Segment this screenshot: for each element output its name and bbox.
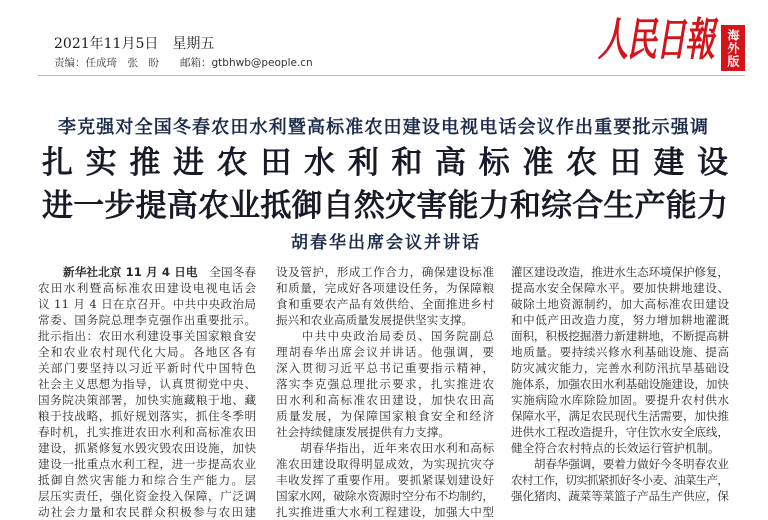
article-line-text: 防灾减灾能力，完善水利防汛抗旱基础设 — [511, 361, 730, 375]
article-line-text: 抵御自然灾害能力和综合生产能力。层 — [38, 473, 258, 487]
article-text-line — [38, 488, 256, 504]
article-line-text: 面积，积极挖掘潜力新建耕地，不断提高耕 — [511, 329, 729, 343]
article-text-line — [511, 456, 729, 472]
article-line-text: 粮于技战略，抓好规划落实，抓住冬季明 — [38, 409, 257, 423]
subheadline-text: 胡春华出席会议并讲话 — [291, 233, 481, 253]
article-text-line — [276, 344, 494, 360]
article-line-text: 胡春华强调，要着力做好今冬明春农业 — [511, 457, 729, 471]
article-text-line — [38, 392, 256, 408]
article-line-text: 提高水安全保障水平。要加快耕地建设、 — [511, 281, 730, 295]
article-text-line — [38, 328, 256, 344]
subheadline — [291, 233, 479, 253]
article-text-line — [38, 472, 256, 488]
issue-date: 2021年11月5日 星期五 — [54, 36, 215, 52]
article-line-text: 破除土地资源制约，加大高标准农田建设 — [511, 297, 730, 311]
lead-line-text — [63, 265, 256, 279]
article-text-line — [38, 424, 256, 440]
article-line-text: 质量发展，为保障国家粮食安全和经济 — [276, 409, 496, 423]
article-text-line — [511, 264, 729, 280]
article-line-text: 地质量。要持续兴修水利基础设施、提高 — [511, 345, 730, 359]
article-text-line — [276, 296, 494, 312]
article-text-line — [276, 504, 494, 520]
article-text-line — [38, 504, 256, 520]
article-text-line — [276, 376, 494, 392]
article-text-line — [38, 344, 256, 360]
article-text-line — [276, 360, 494, 376]
newspaper-logo — [598, 14, 718, 69]
article-line-text: 中共中央政治局委员、国务院副总 — [276, 329, 496, 343]
article-text-line — [276, 392, 494, 408]
article-line-text: 建设，抓紧修复水毁灾毁农田设施，加快 — [38, 441, 257, 455]
article-line-text: 动社会力量和农民群众积极参与农田建 — [38, 505, 258, 519]
article-text-line — [38, 456, 256, 472]
article-line-text: 国家水网，破除水资源时空分布不均制约， — [276, 489, 494, 503]
article-text-line — [511, 392, 729, 408]
article-text-line — [276, 488, 494, 504]
article-line-text: 农田水利暨高标准农田建设电视电话会 — [38, 281, 258, 295]
article-line-text: 灌区建设改造，推进水生态环境保护修复， — [511, 265, 729, 279]
article-line-text: 和质量，完成好各项建设任务，为保障粮 — [276, 281, 495, 295]
article-line-text: 振兴和农业高质量发展提供坚实支撑。 — [276, 313, 474, 327]
headline-line-1 — [42, 145, 741, 181]
article-text-line — [511, 472, 729, 488]
article-text-line — [38, 312, 256, 328]
article-line-text: 落实李克强总理批示要求，扎实推进农 — [276, 377, 496, 391]
article-text-line — [38, 408, 256, 424]
article-line-text: 扎实推进重大水利工程建设，加强大中型 — [276, 505, 495, 519]
article-line-text: 社会主义思想为指导，认真贯彻党中央、 — [38, 377, 257, 391]
article-text-line — [38, 440, 256, 456]
article-line-text: 春时机，扎实推进农田水利和高标准农田 — [38, 425, 257, 439]
article-text-line — [276, 440, 494, 456]
article-line-text: 胡春华指出，近年来农田水利和高标 — [276, 441, 495, 455]
article-line-text: 和中低产田改造力度，努力增加耕地灌溉 — [511, 313, 730, 327]
article-line-text: 设及管护，形成工作合力，确保建设标准 — [276, 265, 495, 279]
article-line-text: 实施病险水库除险加固。要提升农村供水 — [511, 393, 730, 407]
logo-text: 人民日報 — [598, 14, 714, 67]
kicker-text: 李克强对全国冬春农田水利暨高标准农田建设电视电话会议作出重要批示强调 — [58, 117, 710, 138]
article-line-text: 进供水工程改造提升，守住饮水安全底线， — [511, 425, 729, 439]
article-line-text: 农村工作，切实抓紧抓好冬小麦、油菜生产， — [511, 473, 729, 487]
article-line-text: 批示指出：农田水利建设事关国家粮食安 — [38, 329, 257, 343]
article-text-line — [511, 328, 729, 344]
article-line-text: 健全符合农村特点的长效运行管护机制。 — [511, 441, 720, 455]
article-line-text: 理胡春华出席会议并讲话。他强调，要 — [276, 345, 496, 359]
article-text-line — [276, 424, 494, 440]
article-line-text: 国务院决策部署，加快实施藏粮于地、藏 — [38, 393, 257, 407]
article-text-line — [511, 376, 729, 392]
article-text-line — [276, 456, 494, 472]
article-line-text: 建设一批重点水利工程，进一步提高农业 — [38, 457, 257, 471]
article-line-text: 层压实责任，强化资金投入保障，广泛调 — [38, 489, 257, 503]
article-text-line — [276, 328, 494, 344]
article-text-line — [511, 488, 729, 504]
article-line-text: 准农田建设取得明显成效，为实现抗灾夺 — [276, 457, 495, 471]
article-text-line — [38, 376, 256, 392]
article-text-line — [276, 280, 494, 296]
headline-kicker — [58, 118, 708, 138]
article-text-line — [276, 312, 494, 328]
article-text-line — [511, 360, 729, 376]
article-text-line — [38, 296, 256, 312]
article-line-text: 关部门要坚持以习近平新时代中国特色 — [38, 361, 258, 375]
headline-line-2 — [42, 189, 728, 223]
article-lead-line — [38, 264, 256, 280]
article-text-line — [276, 408, 494, 424]
article-line-text: 保障水平，满足农民现代生活需要，加快推 — [511, 409, 729, 423]
article-line-text: 施体系，加强农田水利基础设施建设，加快 — [511, 377, 729, 391]
article-line-text: 社会持续健康发展提供有力支撑。 — [276, 425, 450, 439]
article-text-line — [511, 408, 729, 424]
article-line-text: 全和农业农村现代化大局。各地区各有 — [38, 345, 258, 359]
article-column-1 — [38, 264, 258, 519]
edition-badge: 海外版 — [721, 25, 745, 71]
article-text-line — [511, 344, 729, 360]
article-text-line — [38, 280, 256, 296]
article-line-text: 深入贯彻习近平总书记重要指示精神， — [276, 361, 496, 375]
article-column-2 — [276, 264, 496, 519]
article-text-line — [276, 472, 494, 488]
article-column-3 — [511, 264, 729, 510]
dateline: 新华社北京 11 月 4 日电 — [63, 265, 198, 279]
article-line-text: 强化猪肉、蔬菜等菜篮子产品生产供应，保 — [511, 489, 729, 503]
header-divider — [38, 75, 745, 76]
headline-line-1-text: 扎实推进农田水利和高标准农田建设 — [42, 145, 741, 181]
article-line-text: 田水利和高标准农田建设，加快农田高 — [276, 393, 496, 407]
lead-text: 全国冬春 — [197, 265, 257, 279]
editors-and-email: 责编：任成琦 张 盼 邮箱：gtbhwb@people.cn — [54, 57, 313, 69]
article-line-text: 常委、国务院总理李克强作出重要批示。 — [38, 313, 257, 327]
article-text-line — [511, 424, 729, 440]
article-line-text: 议 11 月 4 日在京召开。中共中央政治局 — [38, 297, 257, 311]
article-text-line — [511, 296, 729, 312]
article-text-line — [38, 360, 256, 376]
article-line-text: 丰收发挥了重要作用。要抓紧谋划建设好 — [276, 473, 495, 487]
headline-line-2-text: 进一步提高农业抵御自然灾害能力和综合生产能力 — [42, 188, 729, 224]
article-text-line — [276, 264, 494, 280]
article-text-line — [511, 280, 729, 296]
article-text-line — [511, 440, 729, 456]
article-line-text: 食和重要农产品有效供给、全面推进乡村 — [276, 297, 495, 311]
article-text-line — [511, 312, 729, 328]
